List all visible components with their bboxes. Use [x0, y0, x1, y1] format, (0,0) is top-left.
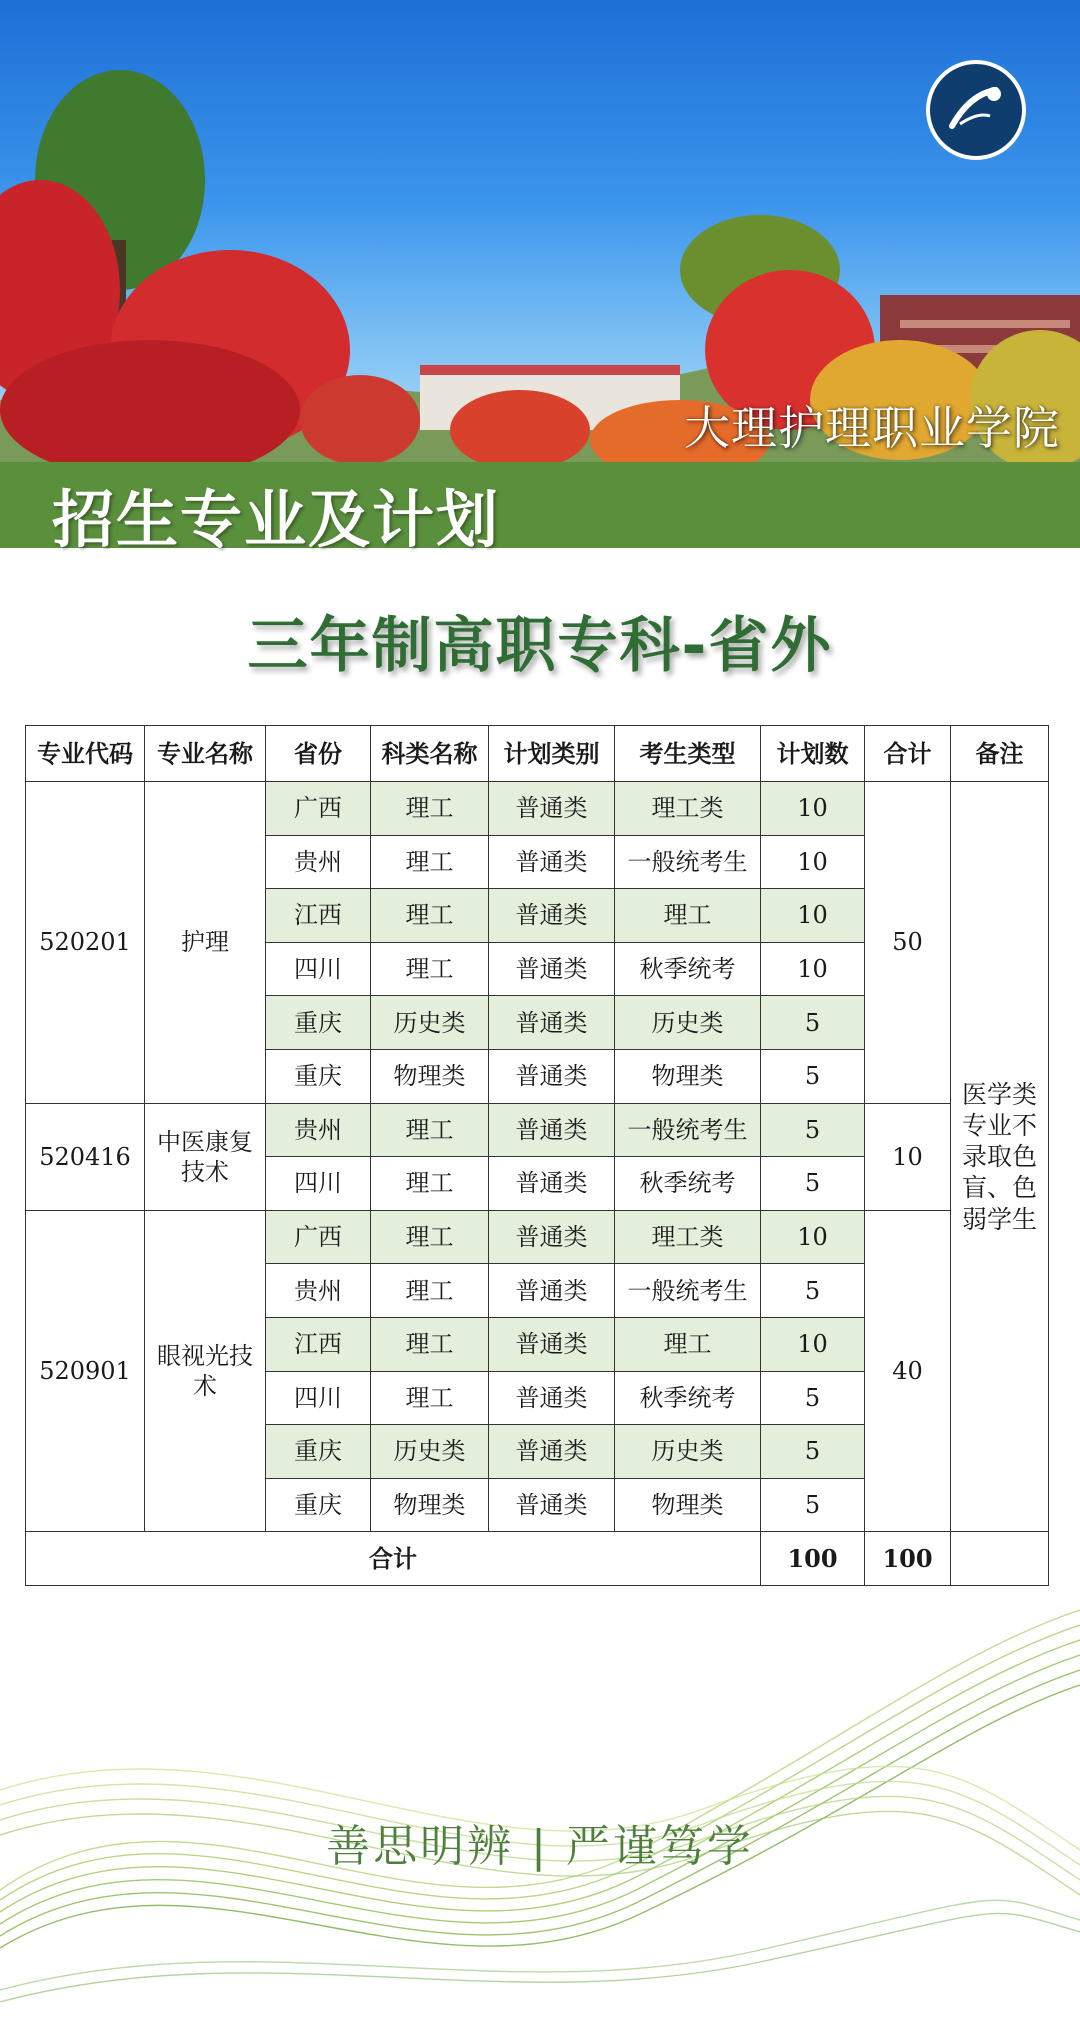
province-cell: 重庆: [266, 996, 371, 1050]
count-cell: 5: [761, 1157, 865, 1211]
subject-cell: 历史类: [371, 996, 489, 1050]
header-cell: 计划类别: [489, 726, 615, 782]
subtotal-cell: 10: [865, 1103, 951, 1210]
plan-type-cell: 普通类: [489, 942, 615, 996]
plan-type-cell: 普通类: [489, 1317, 615, 1371]
student-type-cell: 一般统考生: [615, 835, 761, 889]
plan-type-cell: 普通类: [489, 1371, 615, 1425]
subject-cell: 理工: [371, 1210, 489, 1264]
header-cell: 科类名称: [371, 726, 489, 782]
header-cell: 合计: [865, 726, 951, 782]
table-total-row: [26, 1532, 1049, 1586]
plan-type-cell: 普通类: [489, 1103, 615, 1157]
student-type-cell: 理工: [615, 1317, 761, 1371]
student-type-cell: 一般统考生: [615, 1264, 761, 1318]
count-cell: 5: [761, 1371, 865, 1425]
student-type-cell: 理工: [615, 889, 761, 943]
student-type-cell: 秋季统考: [615, 1371, 761, 1425]
plan-type-cell: 普通类: [489, 889, 615, 943]
header-cell: 考生类型: [615, 726, 761, 782]
total-label-cell: 合计: [26, 1532, 761, 1586]
header-cell: 专业名称: [145, 726, 266, 782]
header-cell: 计划数: [761, 726, 865, 782]
subject-cell: 理工: [371, 1317, 489, 1371]
student-type-cell: 秋季统考: [615, 1157, 761, 1211]
major-name-cell: 护理: [145, 782, 266, 1104]
table-row: [26, 1103, 1049, 1157]
province-cell: 重庆: [266, 1425, 371, 1479]
subtotal-cell: 50: [865, 782, 951, 1104]
plan-type-cell: 普通类: [489, 782, 615, 836]
count-cell: 10: [761, 889, 865, 943]
subject-cell: 物理类: [371, 1049, 489, 1103]
province-cell: 重庆: [266, 1478, 371, 1532]
province-cell: 贵州: [266, 1264, 371, 1318]
plan-type-cell: 普通类: [489, 1425, 615, 1479]
major-code-cell: 520416: [26, 1103, 145, 1210]
table-header-row: [26, 726, 1049, 782]
province-cell: 广西: [266, 1210, 371, 1264]
province-cell: 广西: [266, 782, 371, 836]
student-type-cell: 历史类: [615, 996, 761, 1050]
major-name-cell: 中医康复技术: [145, 1103, 266, 1210]
note-cell: 医学类专业不录取色盲、色弱学生: [951, 782, 1049, 1532]
province-cell: 贵州: [266, 1103, 371, 1157]
subject-cell: 理工: [371, 1264, 489, 1318]
plan-type-cell: 普通类: [489, 1049, 615, 1103]
subject-cell: 理工: [371, 1157, 489, 1211]
count-cell: 5: [761, 996, 865, 1050]
student-type-cell: 理工类: [615, 1210, 761, 1264]
province-cell: 重庆: [266, 1049, 371, 1103]
province-cell: 贵州: [266, 835, 371, 889]
student-type-cell: 秋季统考: [615, 942, 761, 996]
province-cell: 四川: [266, 1157, 371, 1211]
subject-cell: 理工: [371, 889, 489, 943]
plan-type-cell: 普通类: [489, 1157, 615, 1211]
major-code-cell: 520901: [26, 1210, 145, 1532]
header-cell: 专业代码: [26, 726, 145, 782]
student-type-cell: 历史类: [615, 1425, 761, 1479]
banner-title: 招生专业及计划: [52, 483, 501, 556]
subject-cell: 理工: [371, 1371, 489, 1425]
count-cell: 5: [761, 1264, 865, 1318]
total-count-cell: 100: [761, 1532, 865, 1586]
count-cell: 5: [761, 1103, 865, 1157]
count-cell: 5: [761, 1425, 865, 1479]
section-banner: [0, 462, 1080, 556]
count-cell: 10: [761, 1317, 865, 1371]
subject-cell: 历史类: [371, 1425, 489, 1479]
major-name-cell: 眼视光技术: [145, 1210, 266, 1532]
count-cell: 5: [761, 1478, 865, 1532]
student-type-cell: 理工类: [615, 782, 761, 836]
subject-cell: 理工: [371, 1103, 489, 1157]
subject-cell: 物理类: [371, 1478, 489, 1532]
total-sum-cell: 100: [865, 1532, 951, 1586]
total-note-cell: [951, 1532, 1049, 1586]
student-type-cell: 物理类: [615, 1478, 761, 1532]
school-logo-icon: [926, 60, 1026, 160]
table-row: [26, 1210, 1049, 1264]
header-cell: 备注: [951, 726, 1049, 782]
province-cell: 四川: [266, 942, 371, 996]
plan-type-cell: 普通类: [489, 1264, 615, 1318]
count-cell: 5: [761, 1049, 865, 1103]
school-name: 大理护理职业学院: [684, 401, 1060, 455]
decorative-wave-lines: [0, 1590, 1080, 2017]
plan-type-cell: 普通类: [489, 835, 615, 889]
province-cell: 江西: [266, 1317, 371, 1371]
header-cell: 省份: [266, 726, 371, 782]
subject-cell: 理工: [371, 835, 489, 889]
count-cell: 10: [761, 1210, 865, 1264]
count-cell: 10: [761, 835, 865, 889]
hero-banner-image: [0, 0, 1080, 462]
subject-cell: 理工: [371, 942, 489, 996]
plan-type-cell: 普通类: [489, 1478, 615, 1532]
subject-cell: 理工: [371, 782, 489, 836]
table-row: [26, 782, 1049, 836]
major-code-cell: 520201: [26, 782, 145, 1104]
subtotal-cell: 40: [865, 1210, 951, 1532]
enrollment-plan-table: [25, 725, 1049, 1586]
plan-type-cell: 普通类: [489, 996, 615, 1050]
student-type-cell: 物理类: [615, 1049, 761, 1103]
student-type-cell: 一般统考生: [615, 1103, 761, 1157]
province-cell: 四川: [266, 1371, 371, 1425]
count-cell: 10: [761, 782, 865, 836]
count-cell: 10: [761, 942, 865, 996]
plan-type-cell: 普通类: [489, 1210, 615, 1264]
school-motto: 善思明辨 | 严谨笃学: [326, 1821, 754, 1872]
page-subtitle: 三年制高职专科-省外: [247, 611, 833, 681]
province-cell: 江西: [266, 889, 371, 943]
